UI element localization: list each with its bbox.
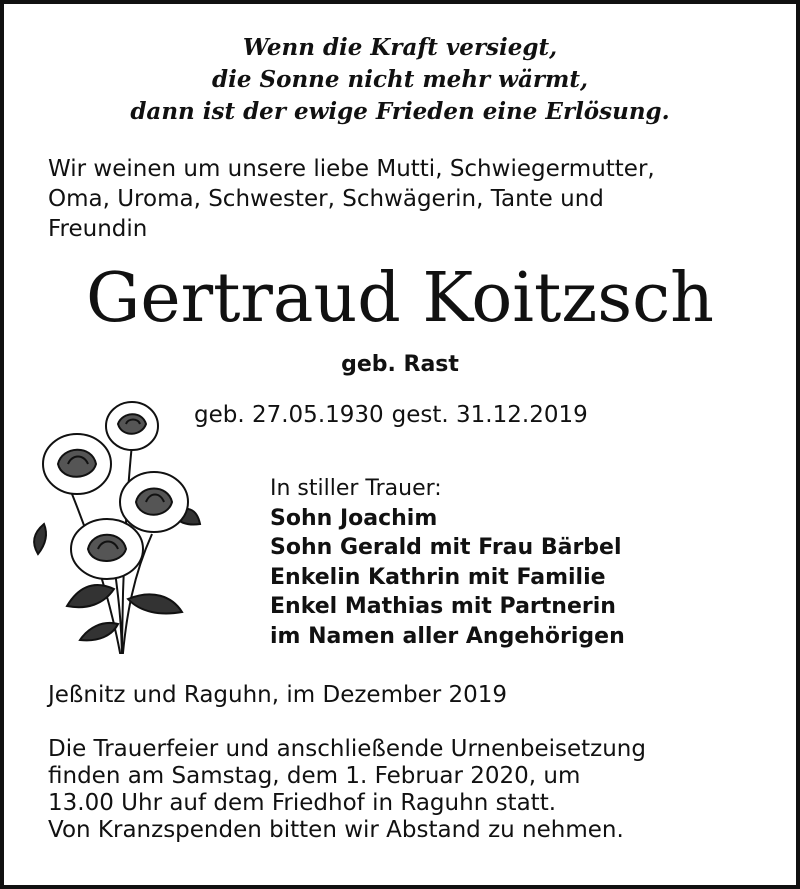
- mourner-line: Enkel Mathias mit Partnerin: [270, 594, 616, 619]
- mourning-heading: In stiller Trauer:: [270, 476, 442, 501]
- intro-line: Wir weinen um unsere liebe Mutti, Schwiegermutter,: [48, 156, 655, 182]
- mourners-block: [270, 474, 625, 651]
- service-line: 13.00 Uhr auf dem Friedhof in Raguhn statt.: [48, 790, 557, 816]
- birth-date: geb. 27.05.1930: [194, 402, 384, 428]
- service-info: [48, 736, 646, 844]
- intro-line: Oma, Uroma, Schwester, Schwägerin, Tante und: [48, 186, 604, 212]
- mourner-line: Sohn Joachim: [270, 505, 438, 531]
- service-line: finden am Samstag, dem 1. Februar 2020, um: [48, 763, 581, 789]
- mourner-line: Enkelin Kathrin mit Familie: [270, 564, 606, 590]
- mourner-line: Sohn Gerald mit Frau Bärbel: [270, 535, 622, 560]
- motto-verse: [4, 32, 796, 128]
- motto-line: Wenn die Kraft versiegt,: [242, 34, 558, 61]
- motto-line: dann ist der ewige Frieden eine Erlösung.: [130, 98, 670, 125]
- intro-text: [48, 154, 748, 244]
- service-line: Von Kranzspenden bitten wir Abstand zu nehmen.: [48, 817, 624, 843]
- motto-line: die Sonne nicht mehr wärmt,: [212, 66, 588, 93]
- death-date: gest. 31.12.2019: [391, 402, 588, 428]
- service-line: Die Trauerfeier und anschließende Urnenbeisetzung: [48, 736, 646, 762]
- maiden-name: geb. Rast: [341, 352, 459, 377]
- mourner-line: im Namen aller Angehörigen: [270, 623, 625, 649]
- life-dates: [194, 400, 588, 430]
- intro-line: Freundin: [48, 216, 148, 242]
- place-and-date: Jeßnitz und Raguhn, im Dezember 2019: [48, 682, 508, 708]
- deceased-name: Gertraud Koitzsch: [86, 259, 714, 338]
- roses-illustration-icon: [22, 384, 202, 654]
